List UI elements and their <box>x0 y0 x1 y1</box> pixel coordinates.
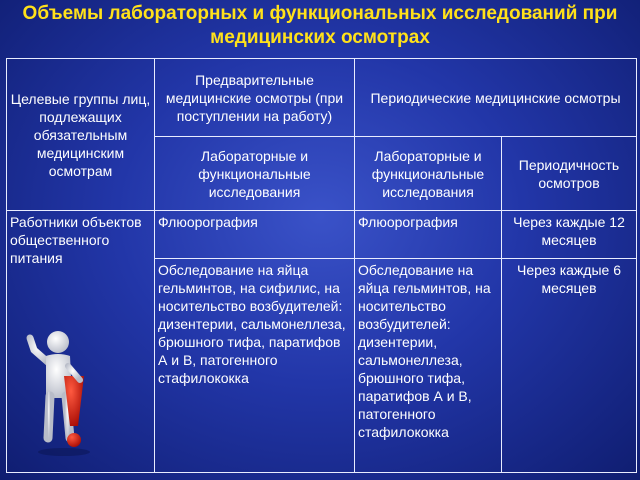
table-header-row-1 <box>7 59 637 137</box>
cell-prelim: Обследование на яйца гельминтов, на сифилис, на носительство возбудителей: дизентерии, сальмонеллеза, брюшного тифа, паратифов А и В, патогенного стафилококка <box>155 259 355 473</box>
cell-interval: Через каждые 6 месяцев <box>502 259 637 473</box>
header-target-groups: Целевые группы лиц, подлежащих обязательным медицинским осмотрам <box>7 59 155 211</box>
exam-table <box>6 58 637 473</box>
cell-periodic: Флюорография <box>355 211 502 259</box>
header-prelim-lab: Лабораторные и функциональные исследования <box>155 137 355 211</box>
cell-interval: Через каждые 12 месяцев <box>502 211 637 259</box>
header-periodic: Периодические медицинские осмотры <box>355 59 637 137</box>
person-with-exclamation-icon <box>20 328 100 458</box>
header-periodicity: Периодичность осмотров <box>502 137 637 211</box>
cell-group: Работники объектов общественного питания <box>7 211 155 473</box>
header-preliminary: Предварительные медицинские осмотры (при поступлении на работу) <box>155 59 355 137</box>
table-row <box>7 211 637 259</box>
slide-title: Объемы лабораторных и функциональных исследований при медицинских осмотрах <box>22 3 618 48</box>
cell-prelim: Флюорография <box>155 211 355 259</box>
cell-periodic: Обследование на яйца гельминтов, на носительство возбудителей: дизентерии, сальмонеллеза, брюшного тифа, паратифов А и В, патогенного стафилококка <box>355 259 502 473</box>
header-periodic-lab: Лабораторные и функциональные исследования <box>355 137 502 211</box>
